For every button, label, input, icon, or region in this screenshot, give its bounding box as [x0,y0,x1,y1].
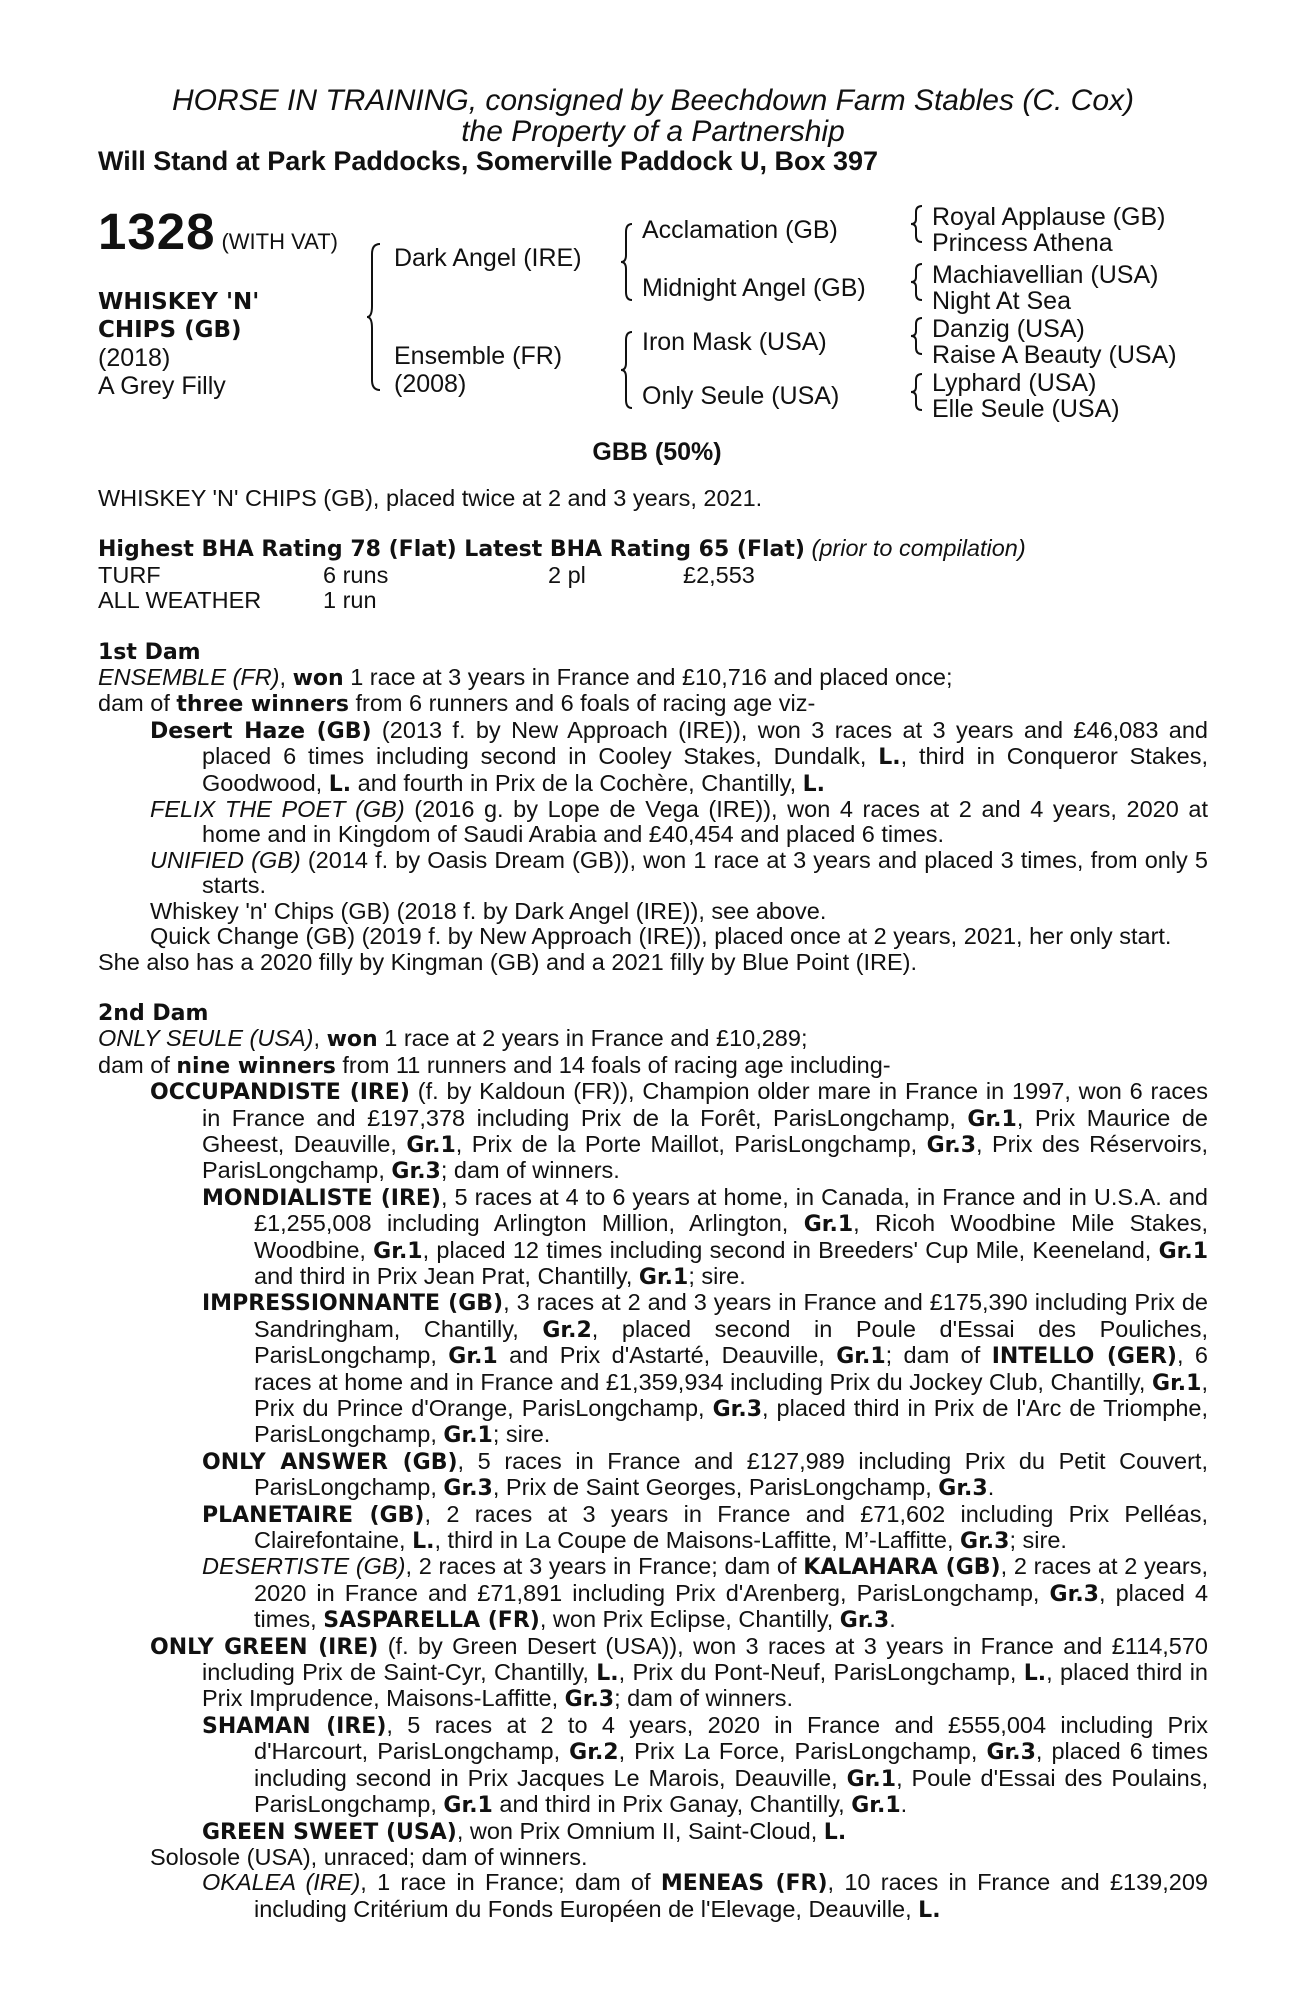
horse-info [98,288,259,400]
pedigree-ggs6: Raise A Beauty (USA) [932,341,1177,369]
pedigree-sire: Dark Angel (IRE) [394,244,582,272]
pedigree-brace-gs1 [910,204,924,244]
stand-location: Will Stand at Park Paddocks, Somerville Paddock U, Box 397 [98,146,879,176]
produce-entry: MONDIALISTE (IRE), 5 races at 4 to 6 years at home, in Canada, in France and in U.S.A. and £1,255,008 including Arlington Million, Arlington, Gr.1, Ricoh Woodbine Mile Stakes, Woodbine, Gr.1, placed 12 times including second in Breeders' Cup Mile, Keeneland, Gr.1 and third in Prix Jean Prat, Chantilly, Gr.1; sire. [202,1183,1209,1290]
turf-earnings: £2,553 [683,561,755,588]
produce-entry: SHAMAN (IRE), 5 races at 2 to 4 years, 2020 in France and £555,004 including Prix d'Harcourt, ParisLongchamp, Gr.2, Prix La Force, ParisLongchamp, Gr.3, placed 6 times including second in Prix Jacques Le Marois, Deauville, Gr.1, Poule d'Essai des Poulains, ParisLongchamp, Gr.1 and third in Prix Ganay, Chantilly, Gr.1. [202,1711,1208,1819]
pedigree-ggs2: Princess Athena [932,229,1113,257]
first-dam-heading: 1st Dam [98,639,201,665]
first-dam-produce-summary: dam of three winners from 6 runners and 6 foals of racing age viz- [98,690,816,718]
produce-entry: Quick Change (GB) (2019 f. by New Approach (IRE)), placed once at 2 years, 2021, her only start. [150,923,1172,950]
aw-label: ALL WEATHER [98,587,262,614]
produce-entry: UNIFIED (GB) (2014 f. by Oasis Dream (GB)), won 1 race at 3 years and placed 3 times, from only 5 starts. [150,846,1208,899]
produce-entry: OCCUPANDISTE (IRE) (f. by Kaldoun (FR)), Champion older mare in France in 1997, won 6 races in France and £197,378 including Prix de la Forêt, ParisLongchamp, Gr.1, Prix Maurice de Gheest, Deauville, Gr.1, Prix de la Porte Maillot, ParisLongchamp, Gr.3, Prix des Réservoirs, ParisLongchamp, Gr.3; dam of winners. [150,1078,1208,1185]
pedigree-gs1: Acclamation (GB) [642,216,838,244]
lot-heading [98,204,338,273]
produce-entry: FELIX THE POET (GB) (2016 g. by Lope de Vega (IRE)), won 4 races at 2 and 4 years, 2020 at home and in Kingdom of Saudi Arabia and £40,454 and placed 6 times. [150,796,1208,848]
race-record [98,486,1208,1923]
turf-placed: 2 pl [548,561,586,588]
horse-name-line1: WHISKEY 'N' [98,289,260,315]
produce-entry: Desert Haze (GB) (2013 f. by New Approach (IRE)), won 3 races at 3 years and £46,083 and placed 6 times including second in Cooley Stakes, Dundalk, L., third in Conqueror Stakes, Goodwood, L. and fourth in Prix de la Cochère, Chantilly, L. [150,716,1209,797]
produce-entry: ONLY GREEN (IRE) (f. by Green Desert (USA)), won 3 races at 3 years in France and £114,570 including Prix de Saint-Cyr, Chantilly, L., Prix du Pont-Neuf, ParisLongchamp, L., placed third in Prix Imprudence, Maisons-Laffitte, Gr.3; dam of winners. [150,1632,1209,1713]
second-dam-produce-summary: dam of nine winners from 11 runners and 14 foals of racing age including- [98,1051,891,1079]
ratings-text: Highest BHA Rating 78 (Flat) Latest BHA Rating 65 (Flat) [98,537,805,563]
produce-entry: Solosole (USA), unraced; dam of winners. [150,1843,588,1870]
summary-line: WHISKEY 'N' CHIPS (GB), placed twice at 2 and 3 years, 2021. [98,485,763,511]
pedigree-gs4: Only Seule (USA) [642,382,840,410]
vat-note: (WITH VAT) [221,229,338,254]
aw-row [98,588,1208,613]
produce-entry: PLANETAIRE (GB), 2 races at 3 years in France and £71,602 including Prix Pelléas, Clairefontaine, L., third in La Coupe de Maisons-Laffitte, M’-Laffitte, Gr.3; sire. [202,1500,1208,1555]
pedigree-dam-year: (2008) [394,370,467,398]
turf-label: TURF [98,561,161,588]
first-dam-record: ENSEMBLE (FR), won 1 race at 3 years in France and £10,716 and placed once; [98,664,953,692]
pedigree-ggs4: Night At Sea [932,287,1071,315]
turf-row [98,563,1208,588]
pedigree-ggs7: Lyphard (USA) [932,369,1097,397]
gbb-label: GBB (50%) [592,438,722,466]
aw-runs: 1 run [323,587,377,614]
pedigree-brace-gs4 [910,372,924,412]
pedigree-gs3: Iron Mask (USA) [642,328,827,356]
pedigree-brace-dam [620,330,634,410]
pedigree-brace-gs3 [910,316,924,356]
property-line: the Property of a Partnership [461,115,845,148]
ratings-line [98,536,1208,562]
turf-runs: 6 runs [323,561,389,588]
pedigree-dam: Ensemble (FR) [394,342,563,370]
produce-entry: IMPRESSIONNANTE (GB), 3 races at 2 and 3 years in France and £175,390 including Prix de Sandringham, Chantilly, Gr.2, placed second in Poule d'Essai des Pouliches, ParisLongchamp, Gr.1 and Prix d'Astarté, Deauville, Gr.1; dam of INTELLO (GER), 6 races at home and in France and £1,359,934 including Prix du Jockey Club, Chantilly, Gr.1, Prix du Prince d'Orange, ParisLongchamp, Gr.3, placed third in Prix de l'Arc de Triomphe, ParisLongchamp, Gr.1; sire. [202,1289,1208,1449]
produce-entry: ONLY ANSWER (GB), 5 races in France and £127,989 including Prix du Petit Couvert, ParisLongchamp, Gr.3, Prix de Saint Georges, ParisLongchamp, Gr.3. [202,1447,1208,1502]
pedigree-ggs1: Royal Applause (GB) [932,203,1166,231]
horse-year: (2018) [98,344,171,372]
pedigree-ggs3: Machiavellian (USA) [932,261,1159,289]
produce-entry: GREEN SWEET (USA), won Prix Omnium II, Saint-Cloud, L. [202,1817,847,1845]
consignor-line: HORSE IN TRAINING, consigned by Beechdown Farm Stables (C. Cox) [172,84,1134,117]
pedigree-brace-sire [620,222,634,302]
lot-number: 1328 [98,203,216,260]
pedigree-gs2: Midnight Angel (GB) [642,274,866,302]
horse-name-line2: CHIPS (GB) [98,317,242,343]
pedigree-brace-main [366,242,382,392]
produce-entry: Whiskey 'n' Chips (GB) (2018 f. by Dark Angel (IRE)), see above. [150,897,827,924]
pedigree-ggs8: Elle Seule (USA) [932,395,1120,423]
first-dam-also: She also has a 2020 filly by Kingman (GB) and a 2021 filly by Blue Point (IRE). [98,948,918,975]
second-dam-heading: 2nd Dam [98,1000,209,1026]
pedigree-brace-gs2 [910,262,924,302]
second-dam-record: ONLY SEULE (USA), won 1 race at 2 years in France and £10,289; [98,1025,808,1053]
ratings-note: (prior to compilation) [811,535,1026,562]
horse-description: A Grey Filly [98,372,226,400]
produce-entry: DESERTISTE (GB), 2 races at 3 years in France; dam of KALAHARA (GB), 2 races at 2 years, 2020 in France and £71,891 including Prix d'Arenberg, ParisLongchamp, Gr.3, placed 4 times, SASPARELLA (FR), won Prix Eclipse, Chantilly, Gr.3. [202,1553,1209,1634]
pedigree-ggs5: Danzig (USA) [932,315,1085,343]
produce-entry: OKALEA (IRE), 1 race in France; dam of MENEAS (FR), 10 races in France and £139,209 including Critérium du Fonds Européen de l'Elevage, Deauville, L. [202,1869,1208,1923]
